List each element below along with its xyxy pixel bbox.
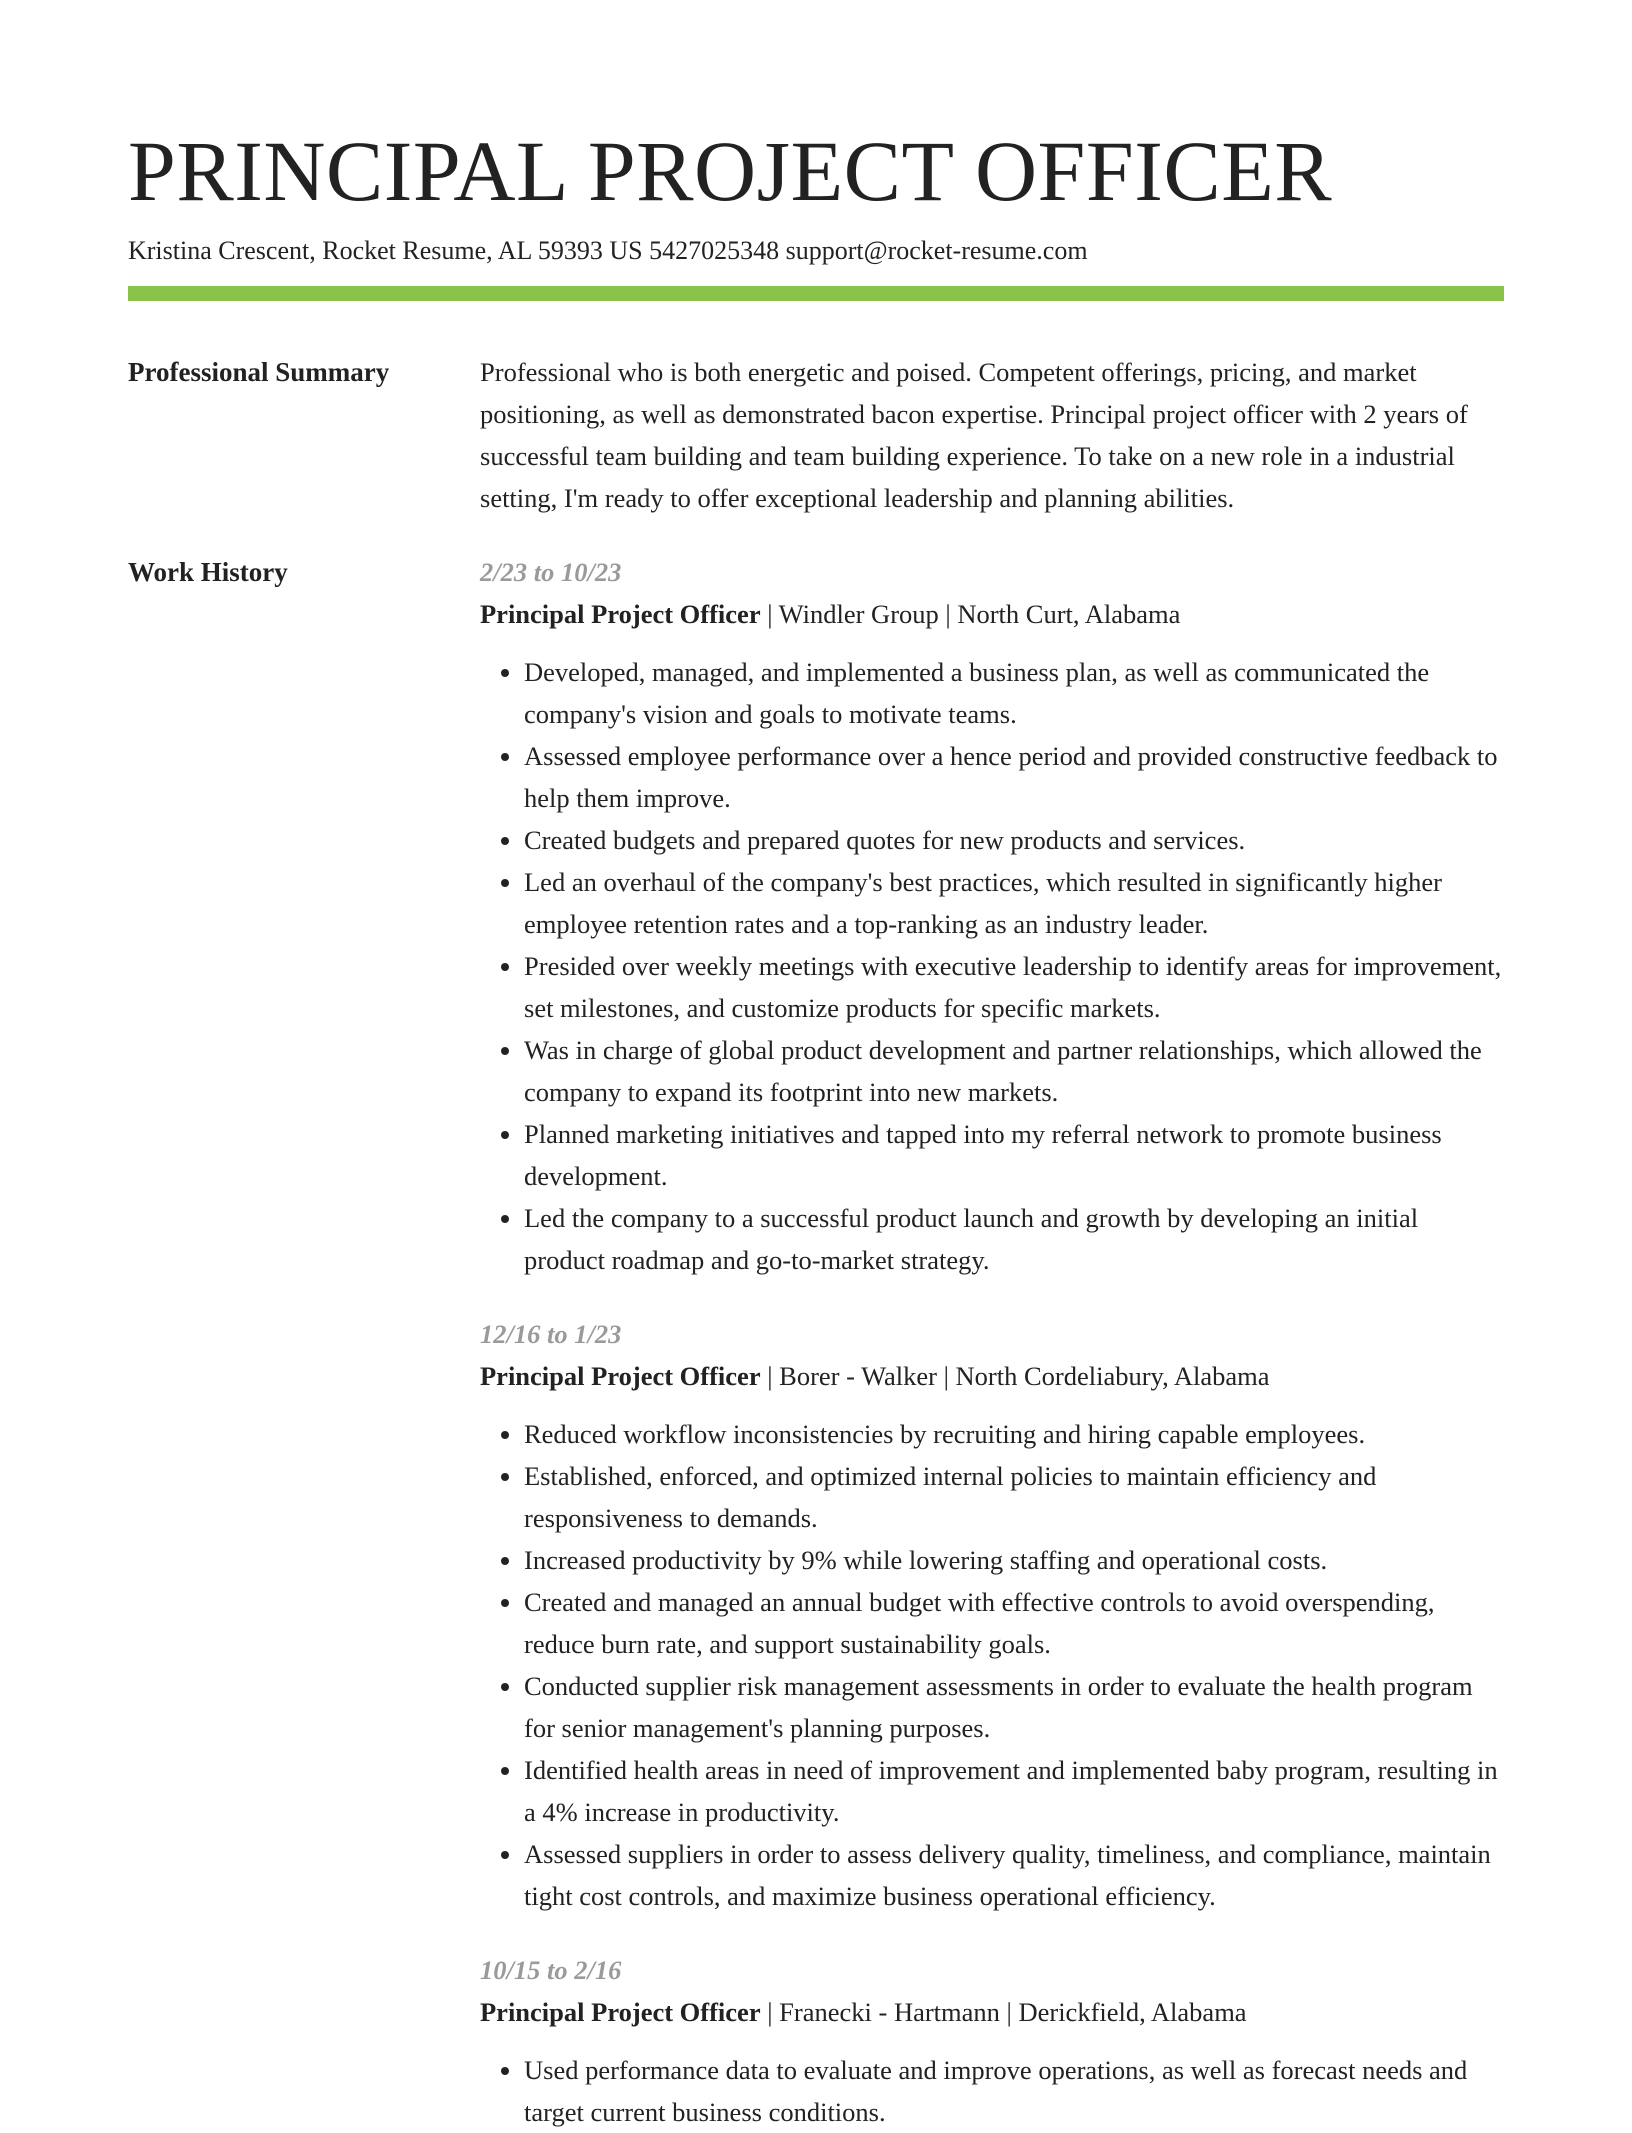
job-bullet-item: • Was in charge of global product development and partner relationships, which allowed the company to expand its footprint into new markets. bbox=[524, 1029, 1504, 1113]
job-dates: 10/15 to 2/16 bbox=[480, 1955, 622, 1985]
job-bullet-item: • Conducted supplier risk management assessments in order to evaluate the health program for senior management's planning purposes. bbox=[524, 1665, 1504, 1749]
job-bullet-item: • Established, enforced, and optimized internal policies to maintain efficiency and responsiveness to demands. bbox=[524, 1455, 1504, 1539]
job-bullet-item: • Assessed employee performance over a hence period and provided constructive feedback to help them improve. bbox=[524, 735, 1504, 819]
job-bullet-item: • Reduced workflow inconsistencies by recruiting and hiring capable employees. bbox=[524, 1413, 1504, 1455]
job-location: | North Cordeliabury, Alabama bbox=[937, 1361, 1270, 1391]
job-company: | Windler Group bbox=[761, 599, 939, 629]
job-location: | Derickfield, Alabama bbox=[1000, 1997, 1247, 2027]
job-entry bbox=[480, 1949, 1504, 2133]
job-title: Principal Project Officer bbox=[480, 1361, 761, 1391]
job-dates: 2/23 to 10/23 bbox=[480, 557, 622, 587]
job-bullet-item: • Increased productivity by 9% while lowering staffing and operational costs. bbox=[524, 1539, 1504, 1581]
job-bullets bbox=[480, 2049, 1504, 2133]
job-bullet-item: • Led the company to a successful product launch and growth by developing an initial product roadmap and go-to-market strategy. bbox=[524, 1197, 1504, 1281]
resume-name-heading: PRINCIPAL PROJECT OFFICER bbox=[128, 123, 1333, 219]
job-title: Principal Project Officer bbox=[480, 599, 761, 629]
job-title-line bbox=[480, 593, 1504, 635]
job-company: | Franecki - Hartmann bbox=[761, 1997, 1000, 2027]
summary-body bbox=[480, 351, 1504, 519]
job-dates: 12/16 to 1/23 bbox=[480, 1319, 622, 1349]
contact-phone: 5427025348 bbox=[649, 236, 780, 265]
job-bullet-item: • Led an overhaul of the company's best practices, which resulted in significantly higher employee retention rates and a top-ranking as an industry leader. bbox=[524, 861, 1504, 945]
contact-address: Kristina Crescent, Rocket Resume, AL 59393 US bbox=[128, 236, 643, 265]
job-title-line bbox=[480, 1355, 1504, 1397]
job-bullet-item: • Planned marketing initiatives and tapped into my referral network to promote business development. bbox=[524, 1113, 1504, 1197]
job-location: | North Curt, Alabama bbox=[939, 599, 1181, 629]
contact-line bbox=[128, 234, 1504, 268]
job-entry bbox=[480, 1313, 1504, 1917]
job-title: Principal Project Officer bbox=[480, 1997, 761, 2027]
job-bullet-item: • Created and managed an annual budget with effective controls to avoid overspending, reduce burn rate, and support sustainability goals. bbox=[524, 1581, 1504, 1665]
contact-email: support@rocket-resume.com bbox=[785, 236, 1088, 265]
work-history-body bbox=[480, 551, 1504, 2133]
job-bullet-item: • Used performance data to evaluate and improve operations, as well as forecast needs and target current business conditions. bbox=[524, 2049, 1504, 2133]
job-bullet-item: • Assessed suppliers in order to assess delivery quality, timeliness, and compliance, maintain tight cost controls, and maximize business operational efficiency. bbox=[524, 1833, 1504, 1917]
job-bullet-item: • Presided over weekly meetings with executive leadership to identify areas for improvement, set milestones, and customize products for specific markets. bbox=[524, 945, 1504, 1029]
job-bullet-item: • Identified health areas in need of improvement and implemented baby program, resulting in a 4% increase in productivity. bbox=[524, 1749, 1504, 1833]
work-history-section bbox=[128, 551, 1504, 2133]
header-divider bbox=[128, 286, 1504, 301]
summary-text: Professional who is both energetic and poised. Competent offerings, pricing, and market positioning, as well as demonstrated bacon expertise. Principal project officer with 2 years of successful team building and team building experience. To take on a new role in a industrial setting, I'm ready to offer exceptional leadership and planning abilities. bbox=[480, 357, 1468, 513]
job-company: | Borer - Walker bbox=[761, 1361, 937, 1391]
section-label-summary: Professional Summary bbox=[128, 357, 390, 387]
job-entry bbox=[480, 551, 1504, 1281]
job-bullet-item: • Created budgets and prepared quotes for new products and services. bbox=[524, 819, 1504, 861]
job-bullets bbox=[480, 1413, 1504, 1917]
job-bullets bbox=[480, 651, 1504, 1281]
section-label-work-history: Work History bbox=[128, 557, 288, 587]
professional-summary-section bbox=[128, 351, 1504, 519]
resume-page bbox=[128, 118, 1504, 2133]
job-bullet-item: • Developed, managed, and implemented a business plan, as well as communicated the company's vision and goals to motivate teams. bbox=[524, 651, 1504, 735]
job-title-line bbox=[480, 1991, 1504, 2033]
